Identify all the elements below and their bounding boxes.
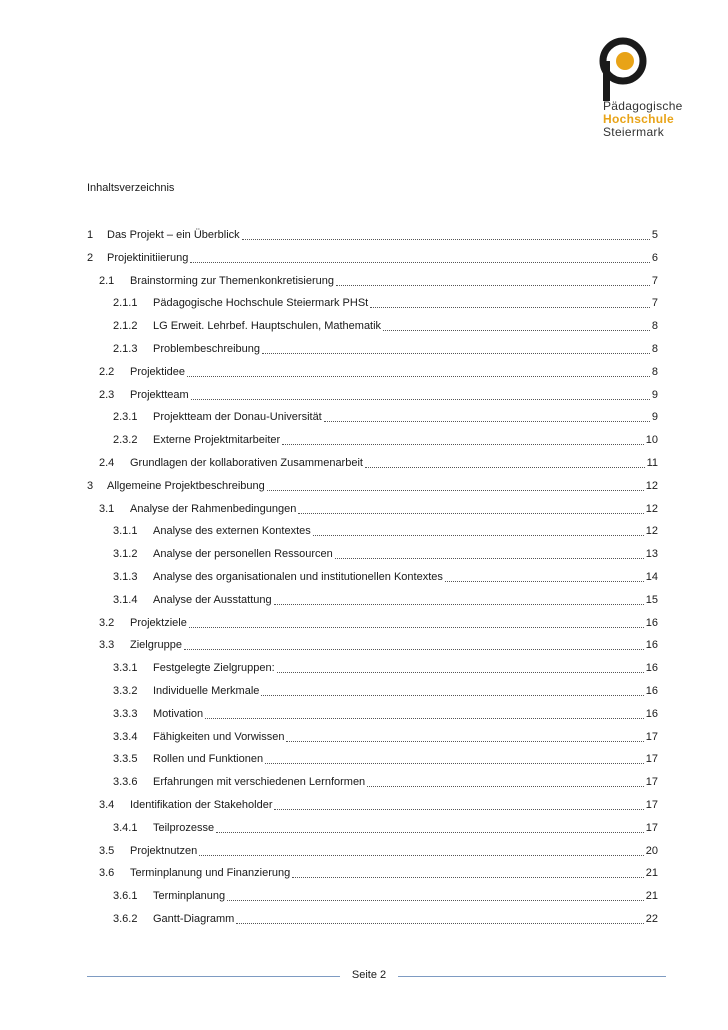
- toc-entry-page: 8: [651, 320, 658, 333]
- toc-entry-number: 2.1.2: [113, 320, 138, 333]
- toc-entry[interactable]: [87, 822, 658, 836]
- toc-entry-number: 2.3: [99, 388, 115, 401]
- toc-entry[interactable]: [87, 594, 658, 608]
- toc-entry-title: Zielgruppe: [130, 639, 182, 652]
- toc-entry-page: 10: [645, 434, 658, 447]
- toc-dot-leader: [216, 831, 644, 833]
- toc-entry-page: 17: [645, 799, 658, 811]
- toc-entry-title: LG Erweit. Lehrbef. Hauptschulen, Mathematik: [153, 320, 382, 333]
- toc-entry-number: 2.1: [99, 274, 115, 287]
- toc-dot-leader: [313, 534, 644, 536]
- toc-entry-title: Festgelegte Zielgruppen:: [153, 662, 275, 675]
- toc-entry-title: Motivation: [153, 707, 204, 720]
- toc-entry[interactable]: [87, 229, 658, 243]
- toc-entry-number: 3.6.2: [113, 913, 138, 925]
- toc-entry-title: Das Projekt – ein Überblick: [107, 229, 240, 241]
- toc-entry[interactable]: [87, 457, 658, 471]
- toc-entry[interactable]: [87, 275, 658, 289]
- toc-entry-number: 3.1.4: [113, 593, 138, 606]
- toc-dot-leader: [199, 854, 643, 856]
- toc-entry[interactable]: [87, 252, 658, 266]
- toc-entry-page: 16: [645, 685, 658, 697]
- toc-entry[interactable]: [87, 662, 658, 676]
- toc-entry-number: 3.6.1: [113, 890, 138, 903]
- toc-dot-leader: [365, 466, 645, 468]
- toc-entry[interactable]: [87, 913, 658, 927]
- toc-dot-leader: [370, 306, 650, 308]
- toc-dot-leader: [205, 717, 644, 719]
- toc-entry-number: 2: [87, 251, 94, 264]
- toc-entry[interactable]: [87, 434, 658, 448]
- toc-entry-title: Projektinitiierung: [107, 251, 189, 264]
- toc-entry[interactable]: [87, 685, 658, 699]
- toc-entry-number: 3.3: [99, 639, 115, 652]
- toc-entry-title: Externe Projektmitarbeiter: [153, 434, 281, 447]
- toc-dot-leader: [274, 808, 643, 810]
- toc-entry-title: Pädagogische Hochschule Steiermark PHSt: [153, 297, 369, 310]
- toc-entry-page: 9: [651, 411, 658, 424]
- toc-entry-page: 17: [645, 776, 658, 789]
- footer-rule-right: [398, 976, 666, 977]
- toc-entry[interactable]: [87, 571, 658, 585]
- toc-entry-number: 2.4: [99, 457, 115, 469]
- toc-entry-page: 7: [651, 274, 658, 287]
- toc-entry-title: Terminplanung: [153, 890, 226, 903]
- toc-dot-leader: [286, 740, 643, 742]
- toc-entry-number: 3.4.1: [113, 821, 138, 834]
- toc-entry-number: 2.2: [99, 365, 115, 378]
- toc-entry[interactable]: [87, 708, 658, 722]
- toc-entry[interactable]: [87, 411, 658, 425]
- toc-entry-page: 16: [645, 616, 658, 629]
- toc-entry[interactable]: [87, 548, 658, 562]
- toc-entry[interactable]: [87, 753, 658, 767]
- toc-entry-number: 2.3.2: [113, 434, 138, 447]
- toc-entry-page: 17: [645, 730, 658, 743]
- toc-entry-title: Erfahrungen mit verschiedenen Lernformen: [153, 776, 366, 789]
- toc-heading: Inhaltsverzeichnis: [87, 182, 175, 194]
- toc-dot-leader: [367, 785, 644, 787]
- toc-dot-leader: [261, 694, 643, 696]
- toc-entry-page: 11: [646, 457, 658, 469]
- toc-entry-number: 1: [87, 229, 94, 241]
- toc-dot-leader: [445, 580, 644, 582]
- toc-entry-number: 3.6: [99, 867, 115, 880]
- toc-entry-page: 8: [651, 343, 658, 355]
- toc-entry-page: 17: [645, 821, 658, 834]
- toc-entry-title: Individuelle Merkmale: [153, 685, 260, 697]
- toc-dot-leader: [292, 876, 644, 878]
- toc-dot-leader: [191, 398, 650, 400]
- toc-entry-title: Grundlagen der kollaborativen Zusammenarbeit: [130, 457, 363, 469]
- toc-entry-title: Analyse der personellen Ressourcen: [153, 548, 333, 561]
- toc-entry-page: 15: [645, 593, 658, 606]
- toc-entry-number: 3.1.1: [113, 525, 138, 538]
- toc-dot-leader: [335, 557, 644, 559]
- toc-entry[interactable]: [87, 297, 658, 311]
- toc-dot-leader: [277, 671, 644, 673]
- toc-entry[interactable]: [87, 845, 658, 859]
- toc-entry-page: 5: [651, 229, 658, 241]
- toc-entry-page: 16: [645, 639, 658, 652]
- toc-entry-page: 9: [651, 388, 658, 401]
- toc-dot-leader: [274, 603, 644, 605]
- toc-entry[interactable]: [87, 503, 658, 517]
- toc-entry-number: 3.1.3: [113, 571, 138, 583]
- toc-entry-page: 14: [645, 571, 658, 583]
- toc-entry[interactable]: [87, 480, 658, 494]
- toc-entry-number: 3.3.2: [113, 685, 138, 697]
- toc-dot-leader: [236, 922, 643, 924]
- page-number: Seite 2: [351, 969, 387, 981]
- toc-entry-number: 3: [87, 479, 94, 492]
- toc-entry-number: 2.1.3: [113, 343, 138, 355]
- toc-entry-page: 22: [645, 913, 658, 925]
- toc-dot-leader: [184, 648, 644, 650]
- toc-entry[interactable]: [87, 320, 658, 334]
- toc-entry-number: 3.4: [99, 799, 115, 811]
- logo-line-2: Hochschule: [603, 112, 675, 126]
- toc-entry-page: 17: [645, 753, 658, 766]
- toc-entry-title: Gantt-Diagramm: [153, 913, 235, 925]
- toc-dot-leader: [190, 261, 650, 263]
- toc-entry-page: 20: [645, 844, 658, 857]
- toc-entry-number: 2.3.1: [113, 411, 138, 424]
- toc-entry-number: 3.2: [99, 616, 115, 629]
- toc-entry[interactable]: [87, 799, 658, 813]
- toc-dot-leader: [262, 352, 650, 354]
- toc-entry[interactable]: [87, 867, 658, 881]
- toc-dot-leader: [227, 899, 644, 901]
- toc-entry[interactable]: [87, 731, 658, 745]
- toc-entry[interactable]: [87, 343, 658, 357]
- toc-entry-title: Identifikation der Stakeholder: [130, 799, 273, 811]
- toc-entry-title: Analyse der Rahmenbedingungen: [130, 502, 297, 515]
- toc-entry-title: Analyse des organisationalen und institutionellen Kontextes: [153, 571, 443, 583]
- toc-entry-number: 3.3.1: [113, 662, 138, 675]
- logo-line-3: Steiermark: [603, 125, 665, 139]
- toc-entry-page: 12: [645, 479, 658, 492]
- toc-entry-title: Projektteam: [130, 388, 189, 401]
- toc-dot-leader: [383, 329, 650, 331]
- toc-dot-leader: [189, 626, 644, 628]
- toc-entry[interactable]: [87, 890, 658, 904]
- toc-entry-number: 3.1.2: [113, 548, 138, 561]
- toc-entry[interactable]: [87, 525, 658, 539]
- toc-entry-title: Projektnutzen: [130, 844, 198, 857]
- toc-entry-page: 13: [645, 548, 658, 561]
- toc-entry-number: 3.3.5: [113, 753, 138, 766]
- toc-entry-number: 3.3.6: [113, 776, 138, 789]
- toc-entry-title: Rollen und Funktionen: [153, 753, 264, 766]
- toc-entry-page: 6: [651, 251, 658, 264]
- toc-entry-title: Brainstorming zur Themenkonkretisierung: [130, 274, 334, 287]
- toc-dot-leader: [324, 420, 650, 422]
- toc-entry-page: 12: [645, 525, 658, 538]
- toc-entry-number: 3.1: [99, 502, 115, 515]
- toc-dot-leader: [187, 375, 650, 377]
- toc-dot-leader: [298, 512, 643, 514]
- toc-entry[interactable]: [87, 776, 658, 790]
- logo-wordmark: [603, 100, 683, 139]
- toc-entry-page: 12: [645, 502, 658, 515]
- toc-entry-title: Terminplanung und Finanzierung: [130, 867, 291, 880]
- toc-entry-title: Projektteam der Donau-Universität: [153, 411, 322, 424]
- toc-entry-number: 3.5: [99, 844, 115, 857]
- toc-entry-title: Projektziele: [130, 616, 187, 629]
- toc-entry-title: Analyse des externen Kontextes: [153, 525, 311, 538]
- toc-entry-page: 16: [645, 707, 658, 720]
- toc-entry-number: 2.1.1: [113, 297, 138, 310]
- toc-entry-page: 16: [645, 662, 658, 675]
- toc-dot-leader: [336, 284, 650, 286]
- toc-entry-page: 7: [651, 297, 658, 310]
- toc-entry-number: 3.3.4: [113, 730, 138, 743]
- toc-entry[interactable]: [87, 639, 658, 653]
- toc-entry-title: Allgemeine Projektbeschreibung: [107, 479, 265, 492]
- toc-dot-leader: [282, 443, 644, 445]
- toc-dot-leader: [267, 489, 644, 491]
- toc-entry-page: 21: [645, 867, 658, 880]
- toc-dot-leader: [265, 762, 644, 764]
- toc-entry[interactable]: [87, 366, 658, 380]
- ph-logo-icon: [594, 34, 652, 104]
- toc-entry-title: Fähigkeiten und Vorwissen: [153, 730, 285, 743]
- logo-line-1: Pädagogische: [603, 99, 683, 113]
- footer-rule-left: [87, 976, 340, 977]
- toc-entry[interactable]: [87, 617, 658, 631]
- institution-logo: [588, 28, 728, 158]
- toc-entry-title: Problembeschreibung: [153, 343, 261, 355]
- toc-entry-title: Analyse der Ausstattung: [153, 593, 272, 606]
- toc-entry-title: Teilprozesse: [153, 821, 215, 834]
- toc-dot-leader: [242, 238, 650, 240]
- toc-entry-page: 21: [645, 890, 658, 903]
- toc-entry[interactable]: [87, 389, 658, 403]
- toc-entry-number: 3.3.3: [113, 707, 138, 720]
- toc-entry-page: 8: [651, 365, 658, 378]
- toc-entry-title: Projektidee: [130, 365, 186, 378]
